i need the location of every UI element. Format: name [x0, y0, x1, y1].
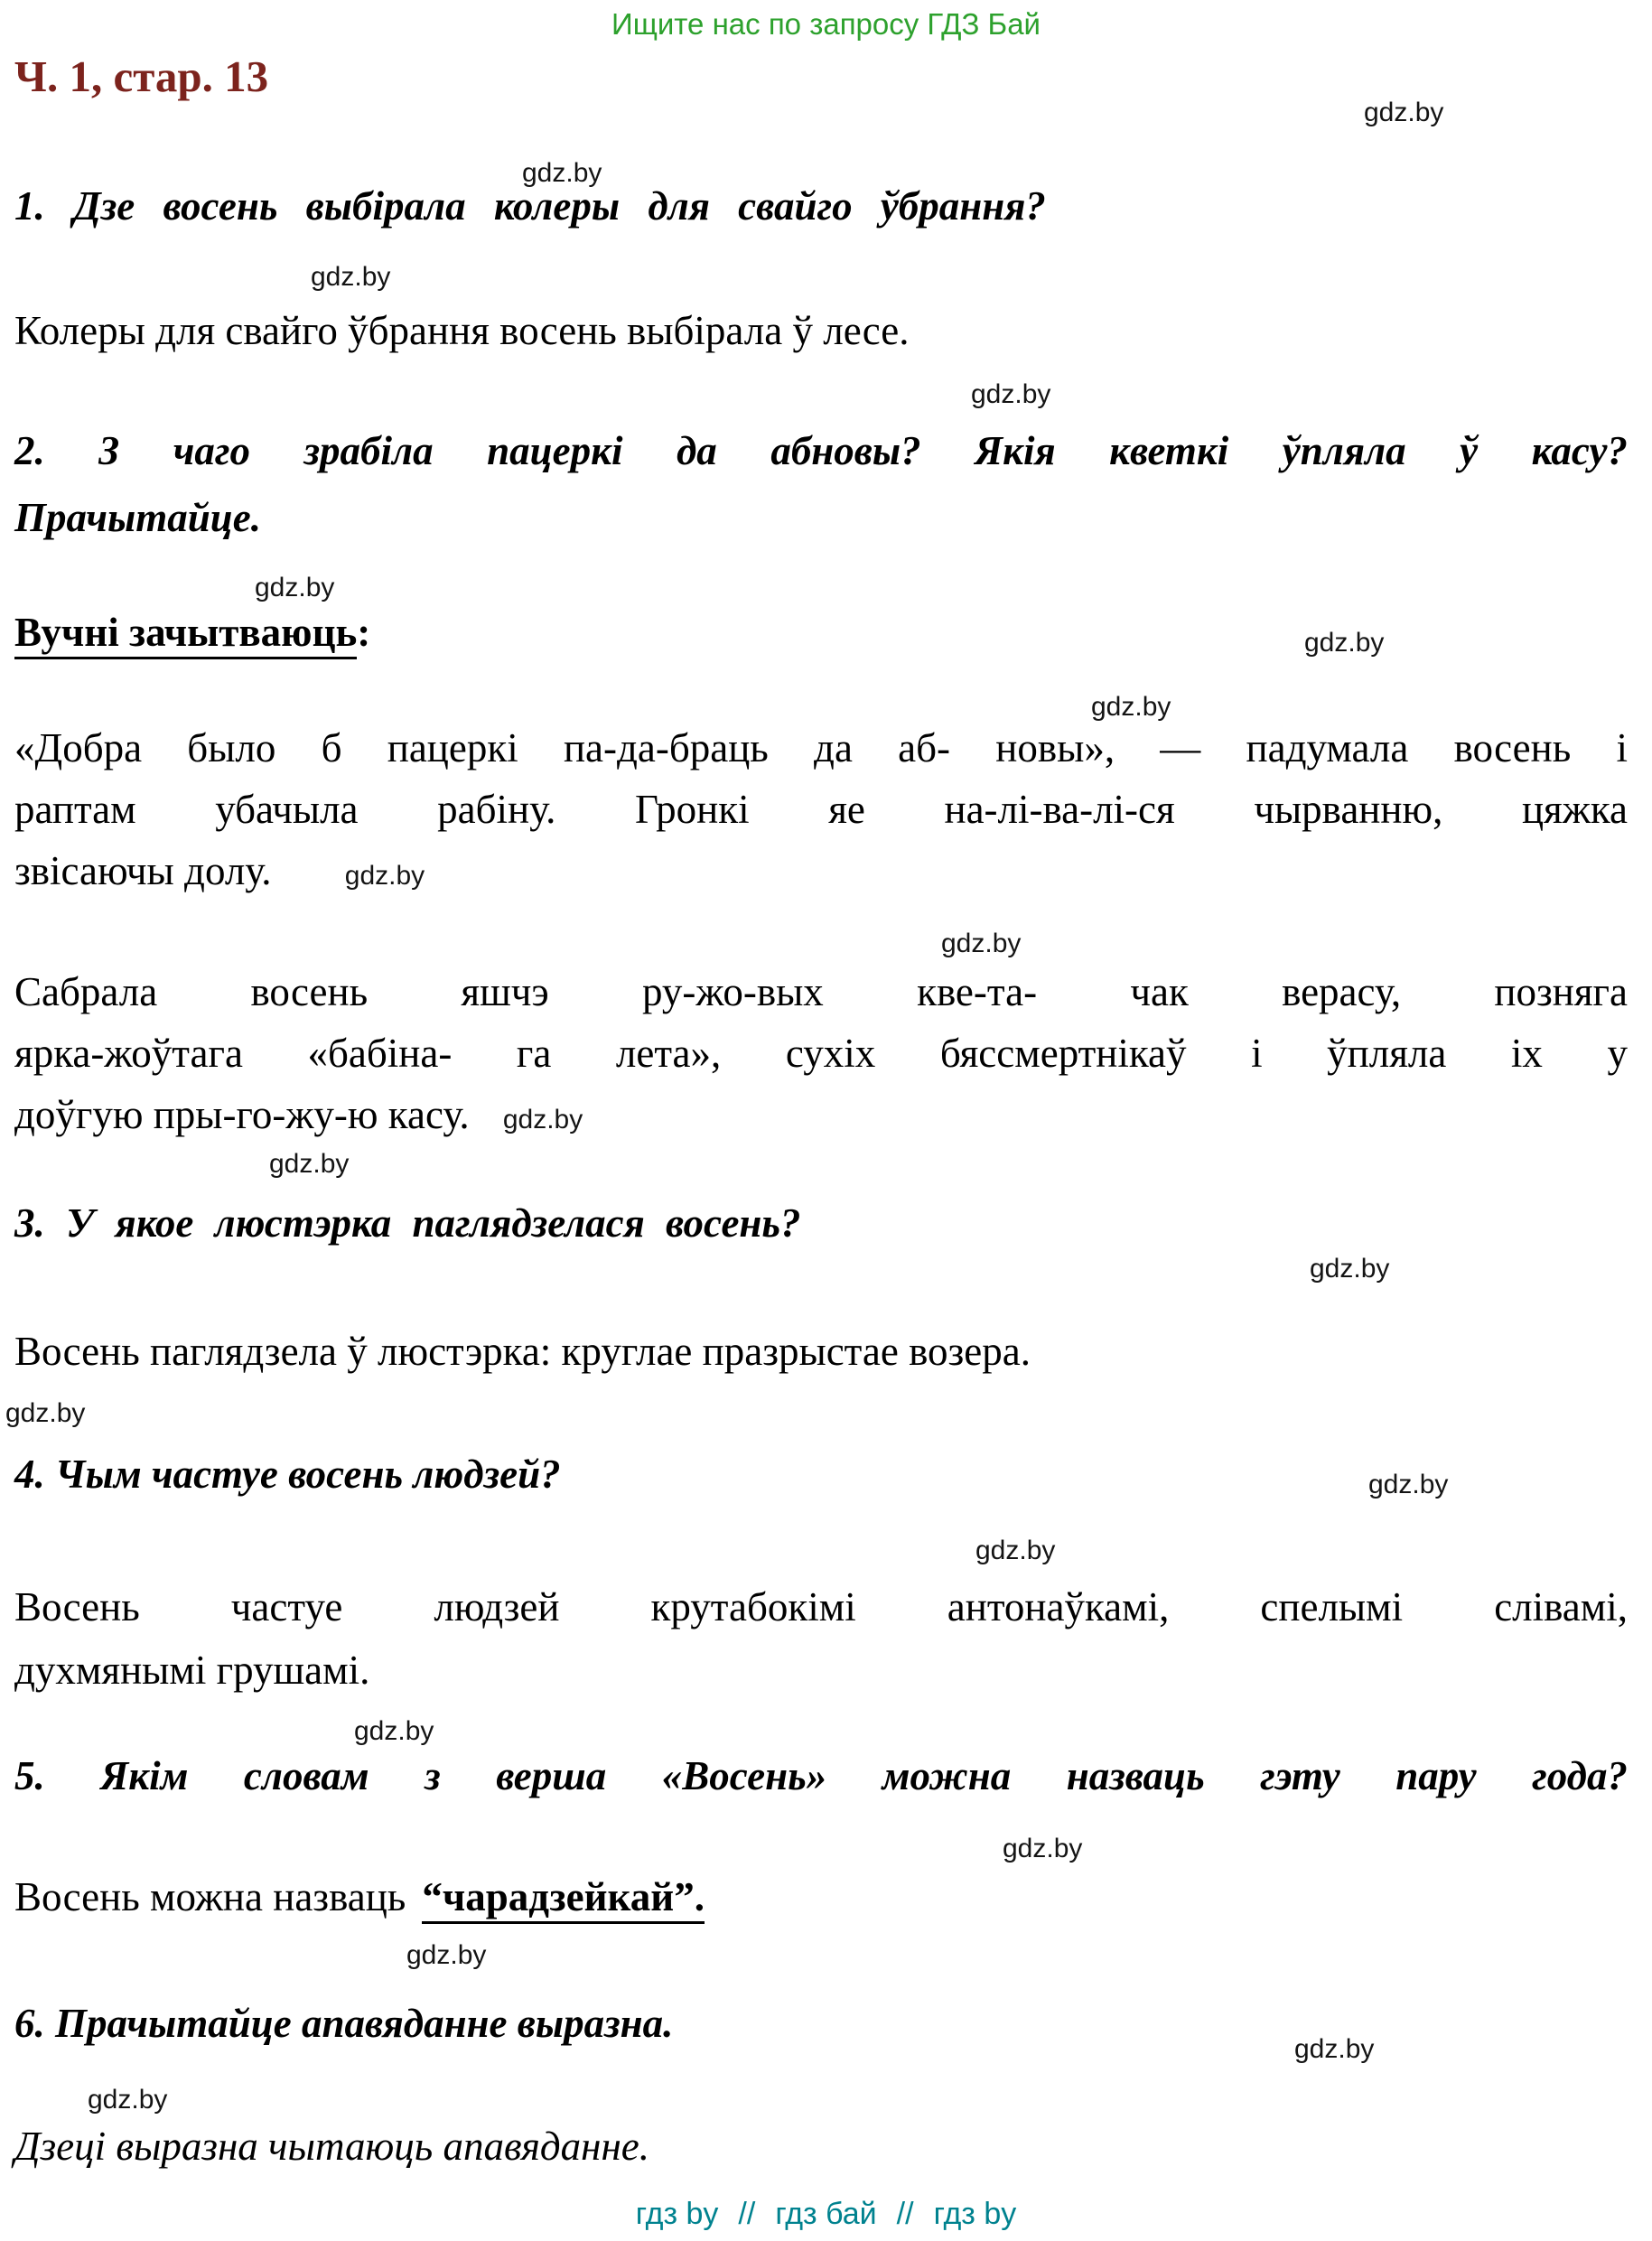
- gdzby-watermark: gdz.by: [1368, 1470, 1449, 1499]
- gdzby-watermark: gdz.by: [1091, 692, 1171, 722]
- paragraph-line: Сабрала восень яшчэ ру-жо-вых кве-та- чак верасу, позняга: [14, 969, 1628, 1014]
- answer-5: [14, 1872, 1628, 1922]
- gdzby-watermark: gdz.by: [941, 929, 1022, 958]
- question-5: 5. Якім словам з верша «Восень» можна назваць гэту пару года?: [14, 1753, 1628, 1798]
- gdzby-watermark: gdz.by: [354, 1716, 434, 1746]
- paragraph-line: [14, 840, 1628, 907]
- answer-4-line-1: Восень частуе людзей крутабокімі антонаўкамі, спелымі слівамі,: [14, 1584, 1628, 1629]
- gdzby-watermark: gdz.by: [5, 1398, 86, 1428]
- question-2-line-1: 2. З чаго зрабіла пацеркі да абновы? Якія кветкі ўпляла ў касу?: [14, 428, 1628, 473]
- answer-6: Дзеці выразна чытаюць апавяданне.: [14, 2124, 649, 2169]
- gdzby-watermark: gdz.by: [88, 2085, 168, 2115]
- promo-banner: Ищите нас по запросу ГДЗ Бай: [611, 7, 1041, 41]
- paragraph-line-text: доўгую пры-го-жу-ю касу.: [14, 1092, 470, 1137]
- answer-1: Колеры для свайго ўбрання восень выбірала ў лесе.: [14, 308, 910, 353]
- answer-4: [14, 1575, 1628, 1702]
- question-2-line-2: Прачытайце.: [14, 495, 262, 540]
- gdzby-watermark: gdz.by: [1304, 628, 1385, 658]
- readers-heading-colon: :: [357, 610, 371, 655]
- question-2: [14, 417, 1628, 551]
- gdzby-watermark: gdz.by: [406, 1940, 487, 1970]
- answer-5-term: “чарадзейкай”.: [422, 1874, 705, 1924]
- gdzby-watermark: gdz.by: [502, 1105, 583, 1135]
- readers-heading: [14, 607, 1628, 658]
- gdzby-watermark: gdz.by: [1310, 1254, 1390, 1284]
- footer-link-gdz-by-2[interactable]: гдз by: [933, 2197, 1017, 2231]
- gdzby-watermark: gdz.by: [311, 262, 391, 292]
- footer-link-gdz-bai[interactable]: гдз бай: [775, 2197, 877, 2231]
- gdzby-watermark: gdz.by: [1364, 98, 1444, 127]
- question-6: 6. Прачытайце апавяданне выразна.: [14, 2001, 674, 2046]
- paragraph-line: ярка-жоўтага «бабіна- га лета», сухіх бяссмертнікаў і ўпляла іх у: [14, 1031, 1628, 1076]
- answer-5-prefix: Восень можна назваць: [14, 1874, 406, 1919]
- gdzby-watermark: gdz.by: [975, 1536, 1056, 1565]
- gdzby-watermark: gdz.by: [344, 861, 425, 891]
- gdzby-watermark: gdz.by: [1294, 2034, 1375, 2064]
- reading-paragraph-2: [14, 961, 1628, 1151]
- footer-links: [0, 2197, 1652, 2232]
- footer-link-gdz-by[interactable]: гдз by: [635, 2197, 719, 2231]
- question-4: 4. Чым частуе восень людзей?: [14, 1452, 561, 1497]
- paragraph-line-text: звісаючы долу.: [14, 848, 272, 893]
- paragraph-line: раптам убачыла рабіну. Гронкі яе на-лі-ва-лі-ся чырванню, цяжка: [14, 787, 1628, 832]
- paragraph-line: «Добра было б пацеркі па-да-браць да аб- новы», — падумала восень і: [14, 725, 1628, 770]
- reading-paragraph-1: [14, 717, 1628, 907]
- question-3: 3. У якое люстэрка паглядзелася восень?: [14, 1200, 801, 1246]
- gdzby-watermark: gdz.by: [522, 158, 602, 188]
- gdzby-watermark: gdz.by: [269, 1149, 350, 1179]
- paragraph-line: [14, 1084, 1628, 1151]
- answer-3: Восень паглядзела ў люстэрка: круглае празрыстае возера.: [14, 1329, 1031, 1374]
- readers-heading-label: Вучні зачытваюць: [14, 610, 357, 659]
- question-1: 1. Дзе восень выбірала колеры для свайго ўбрання?: [14, 183, 1046, 229]
- gdzby-watermark: gdz.by: [971, 379, 1051, 409]
- answer-4-line-2: духмянымі грушамі.: [14, 1648, 370, 1693]
- gdzby-watermark: gdz.by: [255, 573, 335, 602]
- gdzby-watermark: gdz.by: [1003, 1834, 1083, 1863]
- page-title: Ч. 1, стар. 13: [14, 51, 269, 101]
- footer-separator: //: [896, 2197, 914, 2231]
- footer-separator: //: [738, 2197, 756, 2231]
